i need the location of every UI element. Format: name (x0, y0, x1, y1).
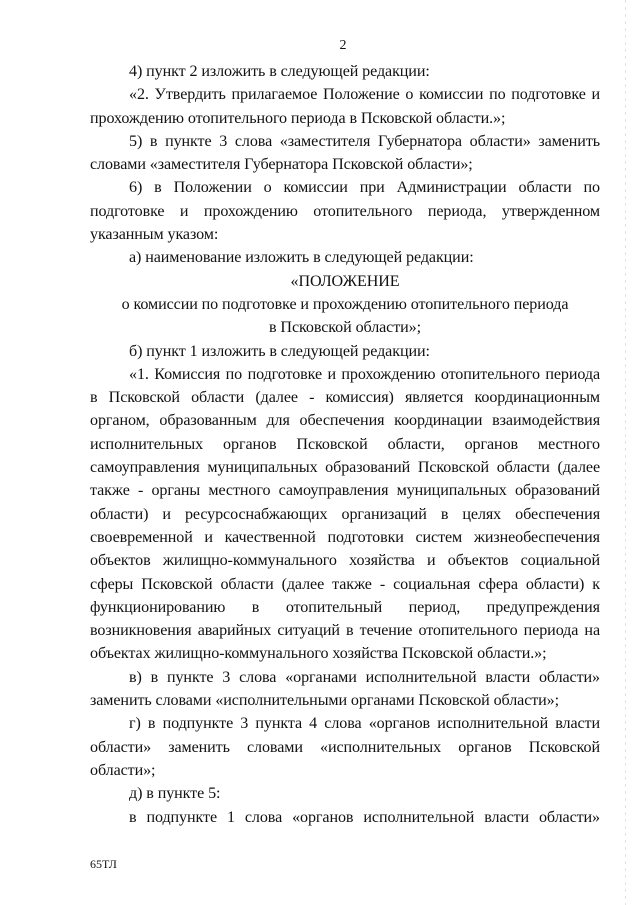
paragraph-quote-item-2: «2. Утвердить прилагаемое Положение о комиссии по подготовке и прохождению отопительного периода в Псковской области.»; (90, 86, 600, 127)
footer-document-code: 65ТЛ (90, 857, 117, 871)
paragraph-subitem-b: б) пункт 1 изложить в следующей редакции: (129, 342, 430, 360)
paragraph-item-6: 6) в Положении о комиссии при Администрации области по подготовке и прохождению отопительного периода, утвержденном указанным указом: (90, 179, 600, 244)
paragraph-subitem-a: а) наименование изложить в следующей редакции: (129, 249, 474, 267)
page-number: 2 (339, 38, 347, 53)
paragraph-subitem-g: г) в подпункте 3 пункта 4 слова «органов исполнительной власти области» заменить словами «исполнительных органов Псковской области»; (90, 715, 600, 779)
title-line-1: «ПОЛОЖЕНИЕ (290, 272, 400, 290)
title-line-3: в Псковской области»; (269, 319, 421, 337)
paragraph-item-4: 4) пункт 2 изложить в следующей редакции: (129, 63, 430, 80)
title-line-2: о комиссии по подготовке и прохождению отопительного периода (121, 295, 569, 313)
paragraph-subitem-d: д) в пункте 5: (129, 785, 221, 803)
paragraph-subitem-v: в) в пункте 3 слова «органами исполнительной власти области» заменить словами «исполнительными органами Псковской области»; (90, 668, 600, 710)
paragraph-quote-item-1: «1. Комиссия по подготовке и прохождению отопительного периода в Псковской области (далее - комиссия) является координационным органом, образованным для обеспечения координации взаимодействия исполнительных органов Псковской области, органов местного самоуправления муниципальных образований Псковской области (далее также - органы местного самоуправления муниципальных образований области) и ресурсоснабжающих организаций в целях обеспечения своевременной и качественной подготовки систем жизнеобеспечения объектов жилищно-коммунального хозяйства и объектов социальной сферы Псковской области (далее также - социальная сфера области) к функционированию в отопительный период, предупреждения возникновения аварийных ситуаций в течение отопительного периода на объектах жилищно-коммунального хозяйства Псковской области.»; (90, 365, 600, 663)
paragraph-subpoint-1: в подпункте 1 слова «органов исполнительной власти области» (129, 808, 600, 826)
paragraph-item-5: 5) в пункте 3 слова «заместителя Губернатора области» заменить словами «заместителя Губернатора Псковской области»; (90, 132, 600, 174)
scan-edge-line (625, 0, 626, 905)
document-body (90, 60, 600, 829)
